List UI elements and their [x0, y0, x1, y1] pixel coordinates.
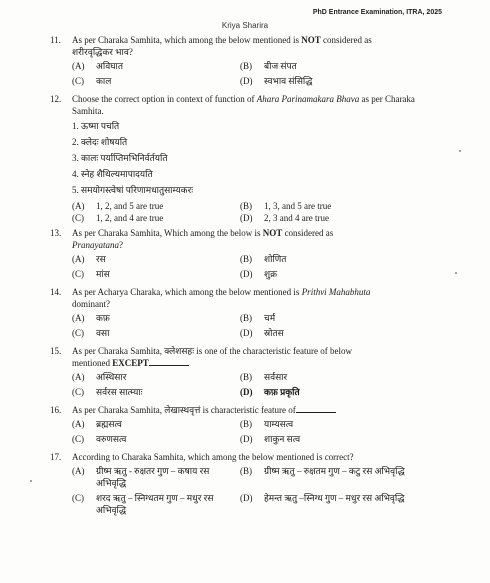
question-11 — [50, 34, 424, 90]
question-text: According to Charaka Samhita, which among the below mentioned is correct? — [72, 452, 354, 462]
option-b[interactable]: (B) याम्यसत्व — [240, 419, 294, 429]
question-text-line2: dominant? — [72, 299, 110, 309]
option-d[interactable]: (D) स्वभाव संसिद्धि — [240, 76, 313, 86]
option-b[interactable]: (B) शोणित — [240, 254, 287, 264]
option-a[interactable]: (A) ब्रह्मसत्व — [72, 419, 122, 429]
question-list — [0, 34, 490, 522]
question-text: Choose the correct option in context of function of Ahara Parinamakara Bhava as per Charaka Samhita. — [72, 94, 415, 116]
option-d[interactable]: (D) कफ़ प्रकृति — [240, 387, 300, 397]
option-b[interactable]: (B) बीज संपत — [240, 61, 297, 71]
option-b[interactable]: (B) सर्वसार — [240, 372, 288, 382]
answer-blank — [149, 357, 189, 366]
question-number: 13. — [50, 228, 62, 238]
options — [72, 253, 424, 283]
question-text: As per Charaka Samhita, Which among the below is NOT considered as — [72, 228, 334, 238]
options — [72, 371, 424, 401]
question-text: As per Acharya Charaka, which among the below mentioned is Prithvi Mahabhuta — [72, 287, 371, 297]
question-15 — [50, 345, 424, 401]
question-12 — [50, 93, 424, 224]
question-16 — [50, 404, 424, 448]
question-number: 17. — [50, 452, 62, 462]
question-text: As per Charaka Samhita, which among the below mentioned is NOT considered as — [72, 35, 372, 45]
statement-list — [72, 120, 424, 196]
option-b[interactable]: (B) चर्म — [240, 313, 276, 323]
answer-blank — [296, 404, 336, 413]
option-c[interactable]: (C) काल — [72, 76, 112, 86]
option-c[interactable]: (C) 1, 2, and 4 are true — [72, 213, 164, 223]
question-text: As per Charaka Samhita, क्लेशसहः is one of the characteristic feature of below — [72, 346, 352, 356]
option-a[interactable]: (A) कफ़ — [72, 313, 110, 323]
question-number: 11. — [50, 35, 61, 45]
option-d[interactable]: (D) स्रोतस — [240, 328, 284, 338]
option-d[interactable]: (D) शाकुन सत्व — [240, 434, 301, 444]
option-b[interactable]: (B) ग्रीष्म ऋतु – रुक्षतम गुण – कटु रस अभिवृद्धि — [240, 466, 405, 476]
scan-speck — [455, 272, 457, 274]
options — [72, 418, 424, 448]
option-b[interactable]: (B) 1, 3, and 5 are true — [240, 201, 332, 211]
option-a[interactable]: (A) अस्थिसार — [72, 372, 127, 382]
subject-title: Kriya Sharira — [221, 21, 269, 30]
question-13 — [50, 227, 424, 283]
statement-item: 4. स्नेह शैथिल्यमापादयति — [72, 169, 153, 179]
question-text: As per Charaka Samhita, लेखास्थवृत्तं is characteristic feature of — [72, 404, 424, 416]
option-c[interactable]: (C) वसा — [72, 328, 110, 338]
scan-speck — [30, 480, 32, 482]
statement-item: 1. ऊष्मा पचति — [72, 121, 120, 131]
options — [72, 312, 424, 342]
options — [72, 200, 424, 224]
question-14 — [50, 286, 424, 342]
exam-title: PhD Entrance Examination, ITRA, 2025 — [312, 9, 442, 16]
statement-item: 3. कालः पर्याप्तिमभिनिर्वर्तयति — [72, 153, 168, 163]
question-number: 12. — [50, 94, 62, 104]
option-c[interactable]: (C) वरुणसत्व — [72, 434, 127, 444]
option-a[interactable]: (A) रस — [72, 254, 106, 264]
question-text-line2: Pranayatana? — [72, 240, 123, 250]
question-number: 14. — [50, 287, 62, 297]
option-c[interactable]: (C) शरद ऋतु – स्निग्धतम गुण – मधुर रस अभिवृद्धि — [72, 493, 214, 515]
options — [72, 465, 424, 519]
option-a[interactable]: (A) 1, 2, and 5 are true — [72, 201, 164, 211]
option-c[interactable]: (C) सर्वरस सात्म्याः — [72, 387, 143, 397]
question-number: 15. — [50, 346, 62, 356]
option-a[interactable]: (A) ग्रीष्म ऋतु - रुक्षतर गुण – कषाय रस अभिवृद्धि — [72, 466, 210, 488]
option-a[interactable]: (A) अविघात — [72, 61, 123, 71]
question-text-line2: शरीरवृद्धिकर भाव? — [72, 47, 133, 57]
option-d[interactable]: (D) हेमन्त ऋतु –स्निग्ध गुण – मधुर रस अभिवृद्धि — [240, 493, 405, 503]
question-17 — [50, 451, 424, 519]
scan-speck — [459, 150, 461, 152]
option-d[interactable]: (D) 2, 3 and 4 are true — [240, 213, 329, 223]
option-c[interactable]: (C) मांस — [72, 269, 110, 279]
statement-item: 5. समयोगस्त्वेषां परिणामधातुसाम्यकरः — [72, 185, 194, 195]
question-number: 16. — [50, 405, 62, 415]
question-text-line2: mentioned EXCEPT — [72, 357, 424, 369]
options — [72, 60, 424, 90]
option-d[interactable]: (D) शुक्र — [240, 269, 278, 279]
statement-item: 2. क्लेदः शोषयति — [72, 137, 128, 147]
